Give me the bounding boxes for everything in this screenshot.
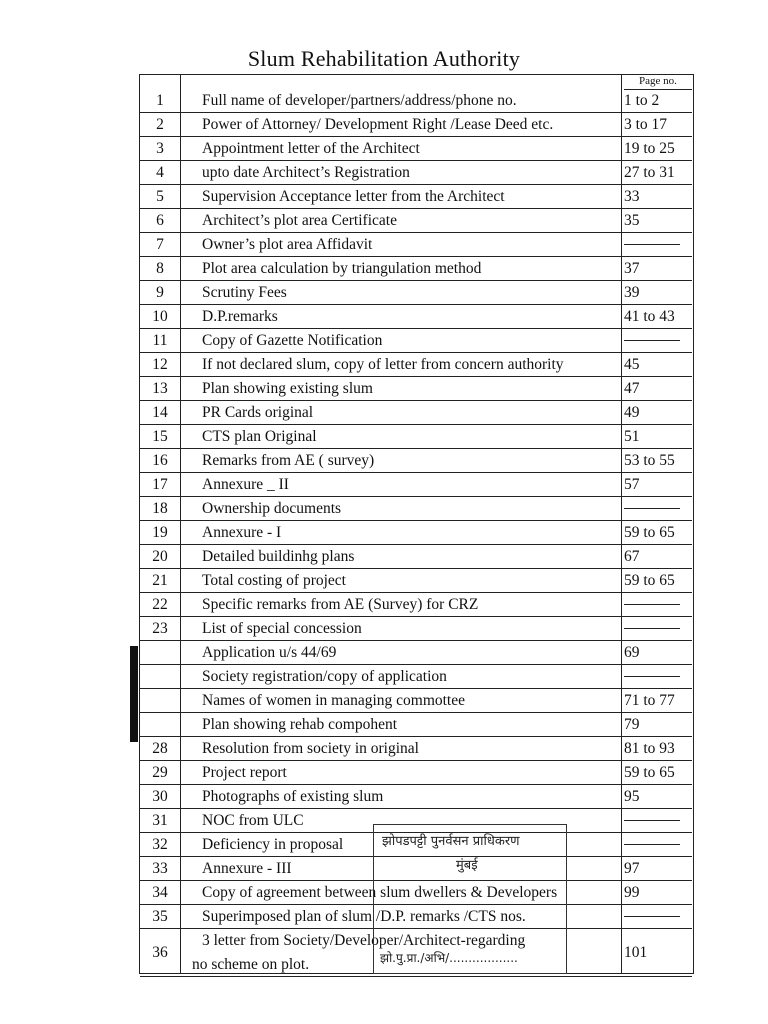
row-page: 41 to 43 (624, 307, 675, 325)
row-page: 37 (624, 259, 640, 277)
row-number: 28 (152, 739, 168, 757)
row-number: 12 (152, 355, 168, 373)
row-number: 4 (156, 163, 164, 181)
table-row (140, 89, 692, 113)
row-description: Photographs of existing slum (202, 787, 384, 805)
office-stamp (373, 824, 567, 974)
row-page: 39 (624, 283, 640, 301)
row-number: 17 (152, 475, 168, 493)
row-number: 20 (152, 547, 168, 565)
row-description: List of special concession (202, 619, 362, 637)
stamp-line: झो.पु.प्रा./अभि/.................. (380, 951, 518, 965)
row-number: 5 (156, 187, 164, 205)
row-page: 81 to 93 (624, 739, 675, 757)
row-description: Supervision Acceptance letter from the Architect (202, 187, 505, 205)
row-description: Plan showing existing slum (202, 379, 373, 397)
row-page: 3 to 17 (624, 115, 668, 133)
row-number: 29 (152, 763, 168, 781)
table-row (140, 353, 692, 377)
row-number: 32 (152, 835, 168, 853)
row-page: 69 (624, 643, 640, 661)
row-number: 21 (152, 571, 168, 589)
row-number: 6 (156, 211, 164, 229)
table-row (140, 161, 692, 185)
row-page: 1 to 2 (624, 91, 660, 109)
blank-dash (624, 508, 680, 509)
blank-dash (624, 628, 680, 629)
row-description: Architect’s plot area Certificate (202, 211, 397, 229)
table-row (140, 737, 692, 761)
row-page: 27 to 31 (624, 163, 675, 181)
table-row (140, 209, 692, 233)
row-description: Copy of Gazette Notification (202, 331, 383, 349)
blank-dash (624, 676, 680, 677)
row-number: 18 (152, 499, 168, 517)
row-number: 1 (156, 91, 164, 109)
row-number (140, 689, 180, 712)
row-page (624, 905, 692, 928)
row-number: 33 (152, 859, 168, 877)
row-page (624, 809, 692, 832)
row-description-line: 3 letter from Society/Developer/Architect-regarding (202, 932, 526, 949)
row-page (624, 233, 692, 256)
row-number: 35 (152, 907, 168, 925)
table-row (140, 521, 692, 545)
table-row (140, 329, 692, 353)
row-description: Power of Attorney/ Development Right /Lease Deed etc. (202, 115, 554, 133)
row-page (624, 593, 692, 616)
row-page: 57 (624, 475, 640, 493)
row-description: Scrutiny Fees (202, 283, 287, 301)
row-description: Owner’s plot area Affidavit (202, 235, 373, 253)
row-number: 7 (156, 235, 164, 253)
blank-dash (624, 340, 680, 341)
table-row (140, 257, 692, 281)
table-row (140, 233, 692, 257)
row-number: 23 (152, 619, 168, 637)
table-row (140, 473, 692, 497)
table-row (140, 617, 692, 641)
row-page: 95 (624, 787, 640, 805)
row-number: 31 (152, 811, 168, 829)
row-description: Annexure _ II (202, 475, 289, 493)
table-row (140, 545, 692, 569)
row-description: If not declared slum, copy of letter from concern authority (202, 355, 564, 373)
row-description: Application u/s 44/69 (202, 643, 337, 661)
stamp-line: मुंबई (456, 858, 478, 873)
row-description: Superimposed plan of slum /D.P. remarks /CTS nos. (202, 907, 526, 925)
row-page (624, 497, 692, 520)
row-number: 30 (152, 787, 168, 805)
row-description: Names of women in managing commottee (202, 691, 466, 709)
page-title: Slum Rehabilitation Authority (247, 46, 521, 71)
table-row (140, 665, 692, 689)
row-number (140, 713, 180, 736)
table-row (140, 569, 692, 593)
row-description: Copy of agreement between slum dwellers & Developers (202, 883, 558, 901)
table-row (140, 281, 692, 305)
table-row (140, 761, 692, 785)
row-number: 22 (152, 595, 168, 613)
row-page: 99 (624, 883, 640, 901)
row-description: Plan showing rehab compohent (202, 715, 398, 733)
row-description: CTS plan Original (202, 427, 317, 445)
row-description: Annexure - III (202, 859, 292, 877)
row-page: 71 to 77 (624, 691, 675, 709)
blank-dash (624, 244, 680, 245)
row-number: 3 (156, 139, 164, 157)
row-page: 35 (624, 211, 640, 229)
table-row (140, 785, 692, 809)
row-number: 19 (152, 523, 168, 541)
table-row (140, 113, 692, 137)
table-row (140, 689, 692, 713)
row-number (140, 665, 180, 688)
row-number (140, 641, 180, 664)
row-number: 13 (152, 379, 168, 397)
row-page (624, 833, 692, 856)
row-page (624, 617, 692, 640)
blank-dash (624, 844, 680, 845)
row-number: 2 (156, 115, 164, 133)
row-page: 51 (624, 427, 640, 445)
table-row (140, 641, 692, 665)
row-description: Annexure - I (202, 523, 282, 541)
table-row (140, 185, 692, 209)
table-row (140, 401, 692, 425)
row-description: Plot area calculation by triangulation method (202, 259, 482, 277)
row-description-line: no scheme on plot. (192, 956, 310, 973)
row-number: 14 (152, 403, 168, 421)
row-number: 10 (152, 307, 168, 325)
row-page (624, 329, 692, 352)
margin-scan-mark (130, 646, 138, 742)
row-number: 9 (156, 283, 164, 301)
row-page: 19 to 25 (624, 139, 675, 157)
row-description: Detailed buildinhg plans (202, 547, 355, 565)
row-number: 16 (152, 451, 168, 469)
row-description: Total costing of project (202, 571, 346, 589)
row-number: 8 (156, 259, 164, 277)
row-page: 47 (624, 379, 640, 397)
row-description: PR Cards original (202, 403, 314, 421)
blank-dash (624, 604, 680, 605)
row-page (624, 665, 692, 688)
row-page: 97 (624, 859, 640, 877)
table-row (140, 305, 692, 329)
row-page: 49 (624, 403, 640, 421)
table-row (140, 137, 692, 161)
row-number: 15 (152, 427, 168, 445)
row-description: Specific remarks from AE (Survey) for CRZ (202, 595, 479, 613)
row-description: NOC from ULC (202, 811, 304, 829)
row-page: 59 to 65 (624, 763, 675, 781)
row-page: 33 (624, 187, 640, 205)
row-page: 45 (624, 355, 640, 373)
row-number: 11 (152, 331, 168, 349)
table-row (140, 497, 692, 521)
row-description: Resolution from society in original (202, 739, 419, 757)
table-row (140, 593, 692, 617)
row-description: Appointment letter of the Architect (202, 139, 420, 157)
row-number: 34 (152, 883, 168, 901)
row-page: 67 (624, 547, 640, 565)
row-page: 101 (624, 943, 648, 961)
row-page: 79 (624, 715, 640, 733)
blank-dash (624, 820, 680, 821)
row-description: Society registration/copy of application (202, 667, 447, 685)
table-row (140, 713, 692, 737)
row-page: 59 to 65 (624, 571, 675, 589)
stamp-line: झोपडपट्टी पुनर्वसन प्राधिकरण (382, 834, 520, 849)
row-page: 59 to 65 (624, 523, 675, 541)
table-row (140, 425, 692, 449)
row-description: Deficiency in proposal (202, 835, 344, 853)
table-row (140, 449, 692, 473)
row-description: upto date Architect’s Registration (202, 163, 410, 181)
row-description: Ownership documents (202, 499, 342, 517)
row-description: Remarks from AE ( survey) (202, 451, 375, 469)
table-row (140, 377, 692, 401)
blank-dash (624, 916, 680, 917)
page-number-header: Page no. (624, 75, 692, 90)
row-number: 36 (152, 943, 168, 961)
row-page: 53 to 55 (624, 451, 675, 469)
row-description: D.P.remarks (202, 307, 278, 325)
row-description: Project report (202, 763, 287, 781)
row-description: Full name of developer/partners/address/phone no. (202, 91, 517, 109)
